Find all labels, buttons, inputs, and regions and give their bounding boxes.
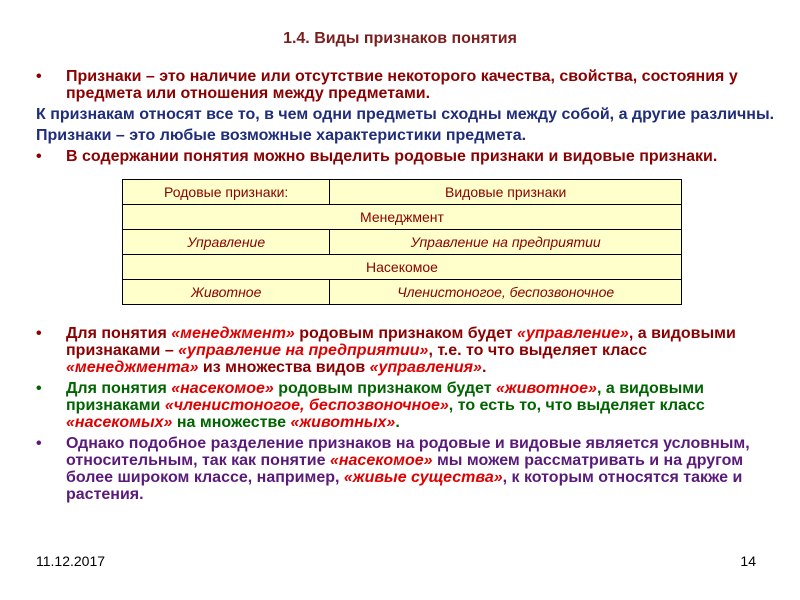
text-run: родовым признаком будет [273, 380, 496, 397]
page-number: 14 [740, 553, 756, 569]
text-run: , а видовыми признаками – [66, 325, 736, 359]
text-run: Для понятия [66, 325, 172, 342]
text-run: . [395, 414, 400, 431]
emphasis: «животных» [290, 414, 396, 431]
footer-date: 11.12.2017 [36, 553, 106, 569]
slide-title: 1.4. Виды признаков понятия [283, 30, 517, 47]
bullet-icon: • [36, 380, 42, 397]
definition-text: Признаки – это наличие или отсутствие некоторого качества, свойства, состояния у предмета или отношения между предметами. [66, 68, 738, 102]
bullet-text [66, 435, 776, 503]
emphasis: «менеджмент» [171, 325, 295, 342]
paragraph: Признаки – это любые возможные характеристики предмета. [36, 127, 527, 144]
table-cell: Управление на предприятии [330, 230, 682, 255]
emphasis: «насекомое» [329, 452, 433, 469]
emphasis: «насекомое» [171, 380, 274, 397]
features-table [122, 179, 682, 305]
bullet-text [66, 380, 776, 431]
emphasis: «управление» [517, 325, 629, 342]
bullet-icon: • [36, 68, 42, 85]
table-row [123, 255, 682, 280]
table-cell: Управление [123, 230, 330, 255]
emphasis: «живые существа» [343, 469, 503, 486]
bullet-text: В содержании понятия можно выделить родовые признаки и видовые признаки. [66, 148, 718, 165]
text-run: , т.е. то что выделяет класс [428, 342, 648, 359]
emphasis: «менеджмента» [66, 359, 199, 376]
text-run: из множества видов [198, 359, 370, 376]
table-row [123, 230, 682, 255]
table-concept-cell: Насекомое [123, 255, 682, 280]
bullet-icon: • [36, 325, 42, 342]
text-run: родовым признаком будет [294, 325, 518, 342]
bullet-icon: • [36, 435, 42, 452]
table-concept-cell: Менеджмент [123, 205, 682, 230]
table-cell: Членистоногое, беспозвоночное [330, 280, 682, 305]
text-run: , к которым относятся также и растения. [66, 469, 743, 503]
bullet-item [36, 435, 776, 503]
table-row [123, 205, 682, 230]
bullet-item [36, 325, 776, 376]
emphasis: «насекомых» [66, 414, 173, 431]
slide-content [36, 68, 776, 507]
table-header-specific: Видовые признаки [330, 180, 682, 205]
table-header-generic: Родовые признаки: [123, 180, 330, 205]
bullet-icon: • [36, 148, 42, 165]
table-row [123, 280, 682, 305]
bullet-text [66, 325, 776, 376]
table-cell: Животное [123, 280, 330, 305]
emphasis: «членистоногое, беспозвоночное» [164, 397, 449, 414]
text-run: Однако подобное разделение признаков на родовые и видовые является условным, относительным, так как понятие [66, 435, 750, 469]
text-run: , а видовыми признаками [66, 380, 704, 414]
text-run: мы можем рассматривать и на другом более широком классе, например, [66, 452, 744, 486]
text-run: Для понятия [66, 380, 172, 397]
bullet-item [36, 148, 776, 165]
emphasis: «управление на предприятии» [178, 342, 429, 359]
paragraph: К признакам относят все то, в чем одни предметы сходны между собой, а другие различны. [36, 106, 775, 123]
emphasis: «животное» [496, 380, 597, 397]
text-run: . [481, 359, 487, 376]
bullet-item [36, 68, 776, 102]
text-run: , то есть то, что выделяет класс [448, 397, 705, 414]
table-row [123, 180, 682, 205]
bullet-item [36, 380, 776, 431]
text-run: на множестве [172, 414, 291, 431]
emphasis: «управления» [369, 359, 482, 376]
